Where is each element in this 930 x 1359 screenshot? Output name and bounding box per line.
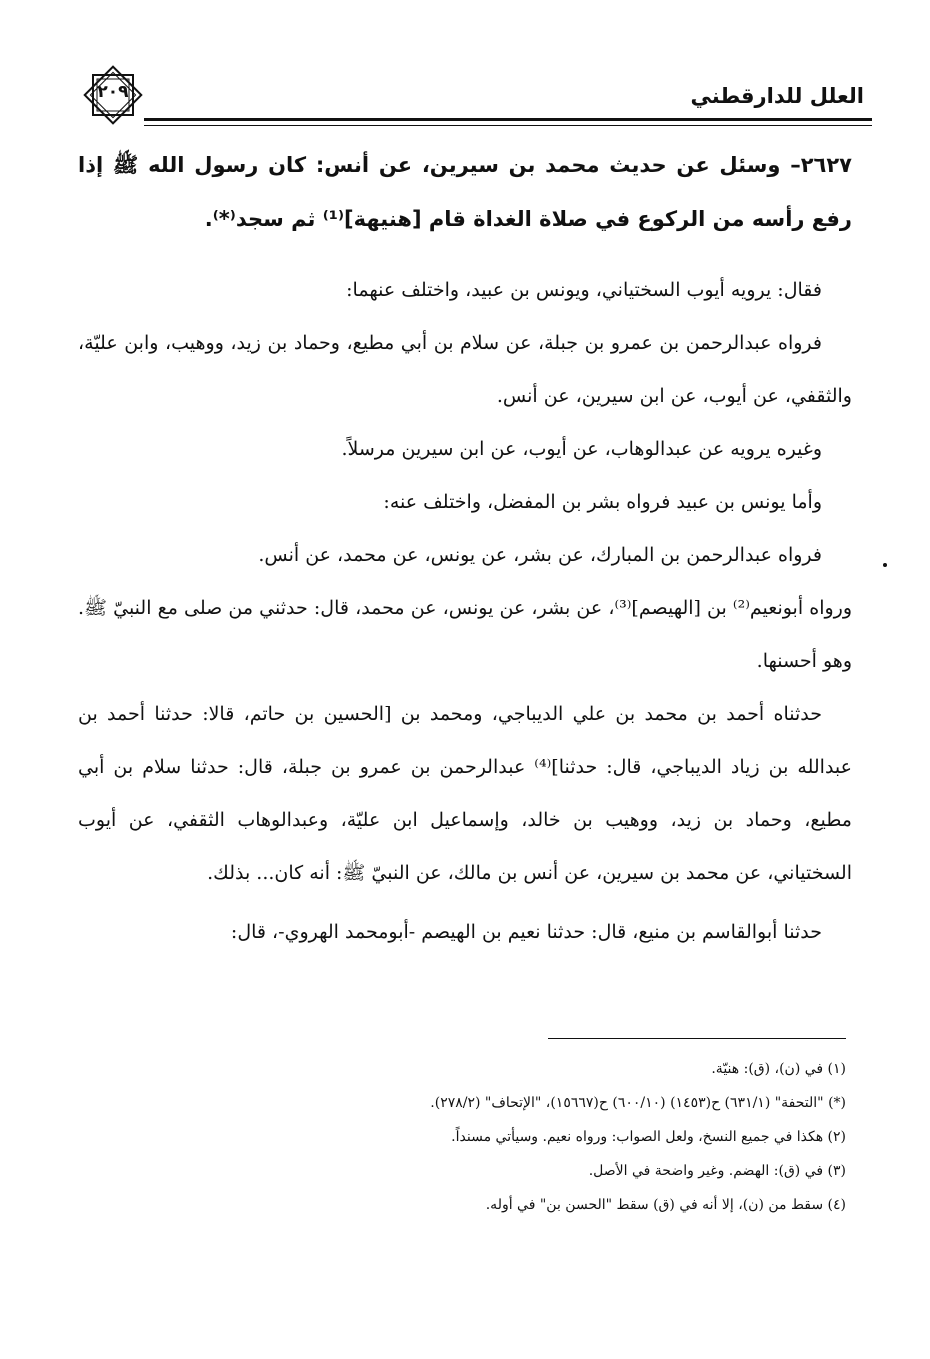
footnote: (٢) هكذا في جميع النسخ، ولعل الصواب: ورواه نعيم. وسيأتي مسنداً. — [451, 1129, 846, 1145]
main-text — [78, 138, 852, 959]
footnote: (٣) في (ق): الهضم. وغير واضحة في الأصل. — [588, 1163, 846, 1179]
footnote: (١) في (ن)، (ق): هنيّة. — [711, 1061, 846, 1077]
paragraph: حدثنا أبوالقاسم بن منيع، قال: حدثنا نعيم بن الهيصم -أبومحمد الهروي-، قال: — [230, 921, 822, 943]
footnotes — [78, 1052, 846, 1222]
footnote: (*) "التحفة" (٦٣١/١) ح(١٤٥٣) (٦٠٠/١٠) ح(١٥٦٦٧)، "الإتحاف" (٢٧٨/٢). — [430, 1095, 846, 1111]
paragraph: فرواه عبدالرحمن بن المبارك، عن بشر، عن يونس، عن محمد، عن أنس. — [258, 544, 822, 566]
header-rule-thin — [144, 125, 872, 126]
paragraph: فرواه عبدالرحمن بن عمرو بن جبلة، عن سلام بن أبي مطيع، وحماد بن زيد، ووهيب، وابن عليّة، والثقفي، عن أيوب، عن ابن سيرين، عن أنس. — [78, 332, 852, 407]
footnote-separator — [548, 1038, 846, 1039]
paragraph: فقال: يرويه أيوب السختياني، ويونس بن عبيد، واختلف عنهما: — [346, 279, 822, 301]
page-number: ٢٠٩ — [97, 82, 129, 102]
paragraph: وغيره يرويه عن عبدالوهاب، عن أيوب، عن ابن سيرين مرسلاً. — [341, 438, 822, 460]
page-number-badge — [80, 62, 146, 128]
paragraph: ورواه أبونعيم⁽²⁾ بن [الهيصم]⁽³⁾، عن بشر، عن يونس، عن محمد، قال: حدثني من صلى مع النبيّ ﷺ. وهو أحسنها. — [78, 597, 852, 672]
footnote: (٤) سقط من (ن)، إلا أنه في (ق) سقط "الحسن بن" في أوله. — [485, 1197, 846, 1213]
paragraph: حدثناه أحمد بن محمد بن علي الديباجي، ومحمد بن [الحسين بن حاتم، قالا: حدثنا أحمد بن عبدالله بن زياد الديباجي، قال: حدثنا]⁽⁴⁾ عبدالرحمن بن عمرو بن جبلة، قال: حدثنا سلام بن أبي مطيع، وحماد بن زيد، ووهيب بن خالد، وإسماعيل ابن عليّة، وعبدالوهاب الثقفي، عن أيوب السختياني، عن محمد بن سيرين، عن أنس بن مالك، عن النبيّ ﷺ: أنه كان... بذلك. — [78, 703, 852, 884]
header-rule-thick — [144, 118, 872, 121]
running-title: العلل للدارقطني — [690, 84, 864, 108]
page-header — [80, 62, 872, 132]
entry-heading: ٢٦٢٧– وسئل عن حديث محمد بن سيرين، عن أنس: كان رسول الله ﷺ إذا رفع رأسه من الركوع في صلاة الغداة قام [هنيهة]⁽¹⁾ ثم سجد⁽*⁾. — [78, 153, 852, 231]
margin-dot — [883, 563, 887, 567]
paragraph: وأما يونس بن عبيد فرواه بشر بن المفضل، واختلف عنه: — [383, 491, 822, 513]
